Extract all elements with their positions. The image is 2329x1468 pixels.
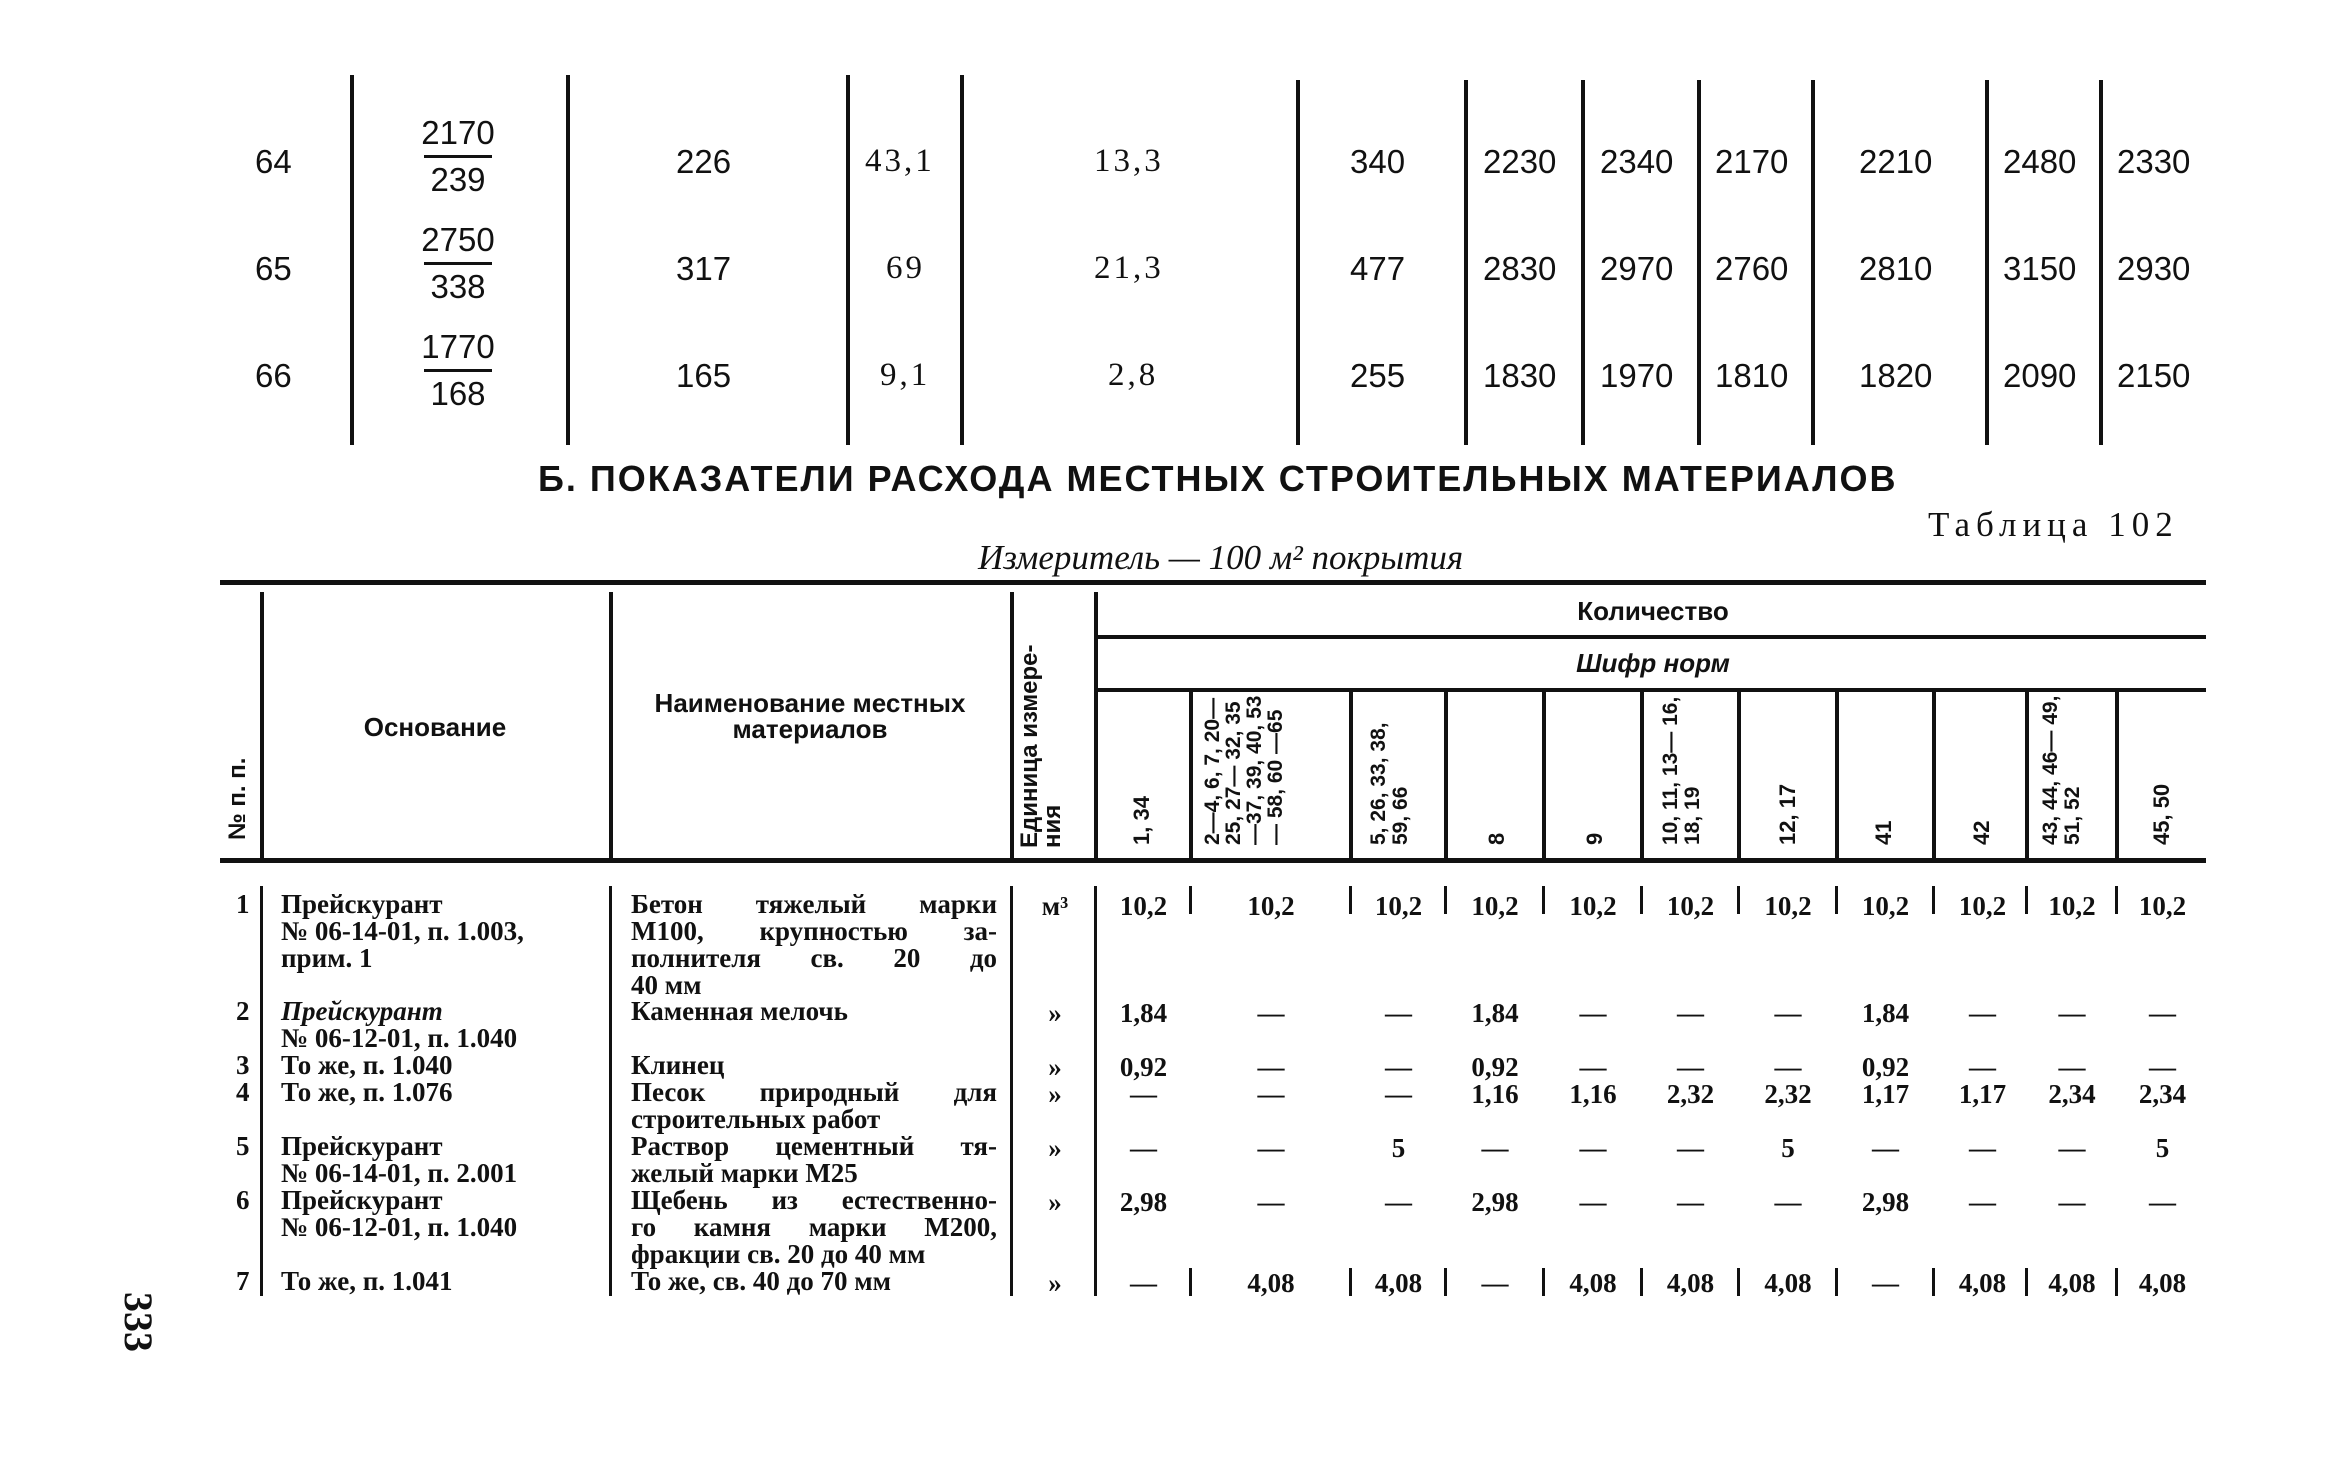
- cell: 340: [1350, 143, 1406, 180]
- quantity-cell: —: [2149, 1052, 2176, 1082]
- cell: 1810: [1715, 357, 1789, 394]
- row-number: 65: [255, 250, 292, 287]
- quantity-cell: —: [1385, 1187, 1412, 1217]
- quantity-cell: 10,2: [2138, 891, 2187, 921]
- quantity-cell: 1,16: [1471, 1079, 1519, 1109]
- col-rule: [1444, 692, 1448, 858]
- header-cipher: Шифр норм: [1576, 648, 1730, 678]
- cell: 2480: [2003, 143, 2077, 180]
- quantity-cell: 10,2: [1764, 891, 1812, 921]
- page-number: 333: [116, 1292, 161, 1352]
- cell: 2150: [2117, 357, 2191, 394]
- code-header: 5, 26, 33, 38, 59, 66: [1367, 722, 1412, 845]
- quantity-cell: 2,98: [1471, 1187, 1519, 1217]
- name-line: М100, крупностью за-: [631, 916, 997, 946]
- basis-line: Прейскурант: [281, 889, 443, 919]
- quantity-cell: —: [1774, 1052, 1802, 1082]
- header-bottom-rule: [220, 858, 2206, 863]
- quantity-cell: 10,2: [2048, 891, 2096, 921]
- unit-cell: »: [1048, 1268, 1062, 1298]
- basis-line: Прейскурант: [281, 1185, 443, 1215]
- col-rule: [2115, 1268, 2118, 1296]
- cell: 2830: [1483, 250, 1557, 287]
- cell: 1830: [1483, 357, 1557, 394]
- name-line: го камня марки М200,: [631, 1212, 997, 1242]
- row-number: 1: [236, 889, 250, 919]
- quantity-cell: —: [1579, 1052, 1607, 1082]
- cell: 2930: [2117, 250, 2191, 287]
- col-rule: [1094, 886, 1097, 1296]
- col-rule: [1010, 592, 1014, 858]
- header-quantity: Количество: [1577, 596, 1729, 626]
- col-rule: [1640, 886, 1643, 914]
- quantity-cell: 4,08: [1569, 1268, 1617, 1298]
- row-number: 5: [236, 1131, 250, 1161]
- cell: 43,1: [865, 143, 935, 179]
- quantity-cell: —: [1872, 1133, 1899, 1163]
- fraction: [418, 221, 498, 306]
- col-rule: [1349, 692, 1353, 858]
- quantity-cell: —: [1677, 1133, 1704, 1163]
- name-line: То же, св. 40 до 70 мм: [631, 1266, 892, 1296]
- header-unit: Единица измере- ния: [1016, 644, 1066, 848]
- top-rule: [1296, 80, 1300, 445]
- quantity-cell: 4,08: [1374, 1268, 1423, 1298]
- quantity-cell: 1,84: [1861, 998, 1910, 1028]
- quantity-rule: [1098, 635, 2206, 639]
- quantity-cell: —: [1257, 998, 1285, 1028]
- row-number: 6: [236, 1185, 250, 1215]
- quantity-cell: 4,08: [2138, 1268, 2187, 1298]
- cell: 2,8: [1108, 357, 1159, 393]
- col-rule: [1094, 592, 1098, 858]
- fraction: [418, 114, 498, 199]
- code-header: 45, 50: [2149, 783, 2174, 845]
- quantity-cell: —: [1774, 1187, 1802, 1217]
- top-rule: [846, 75, 850, 445]
- quantity-cell: 10,2: [1569, 891, 1617, 921]
- col-rule: [2115, 886, 2118, 914]
- cell: 13,3: [1094, 143, 1164, 179]
- quantity-cell: —: [1677, 1187, 1704, 1217]
- quantity-cell: 1,84: [1119, 998, 1168, 1028]
- cell: 9,1: [880, 357, 931, 393]
- quantity-cell: —: [1774, 998, 1802, 1028]
- code-header: 42: [1969, 820, 1994, 845]
- quantity-cell: —: [1130, 1079, 1157, 1109]
- name-line: Каменная мелочь: [631, 996, 848, 1026]
- table-top-rule: [220, 580, 2206, 585]
- cell: 1970: [1600, 357, 1674, 394]
- cell: 2810: [1859, 250, 1933, 287]
- quantity-cell: 4,08: [1764, 1268, 1812, 1298]
- cell: 226: [676, 143, 732, 180]
- top-rule: [566, 75, 570, 445]
- unit-cell: м³: [1041, 891, 1069, 921]
- cell: 165: [676, 357, 732, 394]
- unit-cell: »: [1048, 1187, 1062, 1217]
- top-rule: [960, 75, 964, 445]
- top-rule: [2099, 80, 2103, 445]
- cell: 3150: [2003, 250, 2077, 287]
- quantity-cell: 0,92: [1471, 1052, 1519, 1082]
- cell: 317: [676, 250, 732, 287]
- unit-cell: »: [1048, 1052, 1062, 1082]
- quantity-cell: —: [1969, 1052, 1996, 1082]
- code-header: 2—4, 6, 7, 20—25, 27— 32, 35—37, 39, 40, 53— 58, 60 —65: [1201, 695, 1287, 845]
- col-rule: [1932, 886, 1935, 914]
- cell: 477: [1350, 250, 1406, 287]
- unit-cell: »: [1048, 1133, 1062, 1163]
- quantity-cell: 10,2: [1119, 891, 1168, 921]
- col-rule: [1542, 1268, 1545, 1296]
- col-rule: [1932, 1268, 1935, 1296]
- basis-line: То же, п. 1.041: [281, 1266, 453, 1296]
- cell: 2970: [1600, 250, 1674, 287]
- cell: 2210: [1859, 143, 1933, 180]
- col-rule: [1189, 1268, 1192, 1296]
- quantity-cell: 5: [2155, 1133, 2170, 1163]
- col-rule: [1444, 1268, 1447, 1296]
- quantity-cell: —: [1579, 1133, 1607, 1163]
- quantity-cell: —: [1257, 1133, 1285, 1163]
- fraction-top: 2750: [421, 221, 495, 258]
- col-rule: [1444, 886, 1447, 914]
- quantity-cell: —: [1969, 998, 1996, 1028]
- row-number: 4: [236, 1077, 250, 1107]
- quantity-cell: 10,2: [1471, 891, 1519, 921]
- fraction-bottom: 338: [430, 268, 486, 305]
- quantity-cell: 2,32: [1764, 1079, 1812, 1109]
- quantity-cell: 10,2: [1247, 891, 1295, 921]
- quantity-cell: —: [1130, 1268, 1157, 1298]
- col-rule: [2025, 692, 2029, 858]
- quantity-cell: —: [1969, 1133, 1996, 1163]
- name-line: желый марки М25: [631, 1158, 858, 1188]
- measure-caption: Измеритель — 100 м² покрытия: [978, 538, 1464, 577]
- quantity-cell: 0,92: [1861, 1052, 1910, 1082]
- section-title: Б. ПОКАЗАТЕЛИ РАСХОДА МЕСТНЫХ СТРОИТЕЛЬНЫХ МАТЕРИАЛОВ: [538, 458, 1898, 499]
- fraction-bottom: 239: [430, 161, 486, 198]
- quantity-cell: —: [1677, 998, 1704, 1028]
- basis-line: Прейскурант: [281, 1131, 443, 1161]
- name-line: строительных работ: [631, 1104, 881, 1134]
- cell: 2330: [2117, 143, 2191, 180]
- quantity-cell: —: [1481, 1133, 1509, 1163]
- quantity-cell: 10,2: [1958, 891, 2007, 921]
- quantity-cell: —: [1385, 998, 1412, 1028]
- basis-line: № 06-14-01, п. 2.001: [281, 1158, 518, 1188]
- name-line: фракции св. 20 до 40 мм: [631, 1239, 926, 1269]
- quantity-cell: 4,08: [1958, 1268, 2007, 1298]
- fraction-top: 1770: [421, 328, 495, 365]
- quantity-cell: —: [2058, 1052, 2086, 1082]
- col-rule: [609, 886, 612, 1296]
- code-header: 1, 34: [1129, 796, 1154, 845]
- top-rule: [1464, 80, 1468, 445]
- cell: 69: [886, 250, 925, 286]
- quantity-cell: 10,2: [1374, 891, 1423, 921]
- cell: 2340: [1600, 143, 1674, 180]
- quantity-cell: —: [2149, 998, 2176, 1028]
- name-line: полнителя св. 20 до: [631, 943, 997, 973]
- quantity-cell: 10,2: [1861, 891, 1910, 921]
- quantity-cell: 0,92: [1119, 1052, 1168, 1082]
- header-name: Наименование местных материалов: [654, 688, 966, 744]
- col-rule: [1010, 886, 1013, 1296]
- header-basis: Основание: [363, 712, 507, 742]
- cell: 21,3: [1094, 250, 1164, 286]
- unit-cell: »: [1048, 998, 1062, 1028]
- basis-line: То же, п. 1.076: [281, 1077, 453, 1107]
- quantity-cell: —: [1872, 1268, 1899, 1298]
- top-rule: [1811, 80, 1815, 445]
- quantity-cell: —: [1385, 1079, 1412, 1109]
- quantity-cell: —: [1130, 1133, 1157, 1163]
- col-rule: [1737, 1268, 1740, 1296]
- name-line: Бетон тяжелый марки: [631, 889, 997, 919]
- code-header: 8: [1484, 832, 1509, 845]
- col-rule: [1640, 692, 1644, 858]
- row-number: 64: [255, 143, 292, 180]
- col-rule: [1189, 692, 1193, 858]
- col-rule: [1542, 886, 1545, 914]
- quantity-cell: —: [2058, 1133, 2086, 1163]
- code-header: 9: [1582, 832, 1607, 845]
- cell: 2090: [2003, 357, 2077, 394]
- name-line: Раствор цементный тя-: [631, 1131, 997, 1161]
- col-rule: [2115, 692, 2119, 858]
- quantity-cell: 1,17: [1861, 1079, 1910, 1109]
- quantity-cell: 2,32: [1666, 1079, 1715, 1109]
- quantity-cell: 2,98: [1119, 1187, 1168, 1217]
- col-rule: [260, 886, 263, 1296]
- quantity-cell: —: [1677, 1052, 1704, 1082]
- basis-line: № 06-12-01, п. 1.040: [281, 1212, 518, 1242]
- col-rule: [1835, 1268, 1838, 1296]
- quantity-cell: 5: [1391, 1133, 1406, 1163]
- top-rule: [1581, 80, 1585, 445]
- quantity-cell: 10,2: [1666, 891, 1715, 921]
- code-header: 43, 44, 46— 49, 51, 52: [2039, 695, 2084, 845]
- cell: 2170: [1715, 143, 1789, 180]
- quantity-cell: 2,34: [2048, 1079, 2096, 1109]
- name-line: Щебень из естественно-: [631, 1185, 997, 1215]
- basis-line: Прейскурант: [281, 996, 443, 1026]
- col-rule: [1737, 886, 1740, 914]
- col-rule: [609, 592, 613, 858]
- quantity-cell: 4,08: [2048, 1268, 2096, 1298]
- col-rule: [1932, 692, 1936, 858]
- cell: 1820: [1859, 357, 1933, 394]
- code-header: 10, 11, 13— 16, 18, 19: [1659, 696, 1704, 845]
- basis-line: № 06-14-01, п. 1.003,: [281, 916, 524, 946]
- quantity-cell: —: [2058, 1187, 2086, 1217]
- header-num: № п. п.: [224, 757, 251, 840]
- row-number: 2: [236, 996, 250, 1026]
- top-rule: [1985, 80, 1989, 445]
- row-number: 3: [236, 1050, 250, 1080]
- name-line: Клинец: [631, 1050, 725, 1080]
- basis-line: То же, п. 1.040: [281, 1050, 453, 1080]
- row-number: 66: [255, 357, 292, 394]
- quantity-cell: 4,08: [1666, 1268, 1715, 1298]
- quantity-cell: 2,34: [2138, 1079, 2187, 1109]
- quantity-cell: 1,16: [1569, 1079, 1617, 1109]
- top-rule: [1697, 80, 1701, 445]
- quantity-cell: —: [1385, 1052, 1412, 1082]
- fraction: [418, 328, 498, 413]
- name-line: 40 мм: [631, 970, 702, 1000]
- cell: 255: [1350, 357, 1406, 394]
- basis-line: № 06-12-01, п. 1.040: [281, 1023, 518, 1053]
- quantity-cell: 1,84: [1471, 998, 1519, 1028]
- fraction-bottom: 168: [430, 375, 486, 412]
- quantity-cell: —: [1481, 1268, 1509, 1298]
- col-rule: [260, 592, 264, 858]
- quantity-cell: —: [2149, 1187, 2176, 1217]
- code-header: 12, 17: [1775, 783, 1800, 845]
- quantity-cell: —: [1257, 1187, 1285, 1217]
- code-header: 41: [1871, 820, 1896, 845]
- col-rule: [1349, 886, 1352, 914]
- quantity-cell: —: [1257, 1079, 1285, 1109]
- basis-line: прим. 1: [281, 943, 373, 973]
- quantity-cell: 5: [1781, 1133, 1795, 1163]
- col-rule: [1640, 1268, 1643, 1296]
- quantity-cell: 4,08: [1247, 1268, 1295, 1298]
- unit-cell: »: [1048, 1079, 1062, 1109]
- col-rule: [1835, 692, 1839, 858]
- quantity-cell: —: [2058, 998, 2086, 1028]
- name-line: Песок природный для: [631, 1077, 997, 1107]
- quantity-cell: —: [1257, 1052, 1285, 1082]
- quantity-cell: —: [1969, 1187, 1996, 1217]
- col-rule: [1542, 692, 1546, 858]
- quantity-cell: 1,17: [1958, 1079, 2007, 1109]
- quantity-cell: 2,98: [1861, 1187, 1910, 1217]
- top-rule: [350, 75, 354, 445]
- row-number: 7: [236, 1266, 250, 1296]
- col-rule: [1737, 692, 1741, 858]
- col-rule: [1349, 1268, 1352, 1296]
- col-rule: [1189, 886, 1192, 914]
- col-rule: [1835, 886, 1838, 914]
- fraction-top: 2170: [421, 114, 495, 151]
- quantity-cell: —: [1579, 1187, 1607, 1217]
- cell: 2760: [1715, 250, 1789, 287]
- table-label: Таблица 102: [1928, 505, 2179, 544]
- cell: 2230: [1483, 143, 1557, 180]
- quantity-cell: —: [1579, 998, 1607, 1028]
